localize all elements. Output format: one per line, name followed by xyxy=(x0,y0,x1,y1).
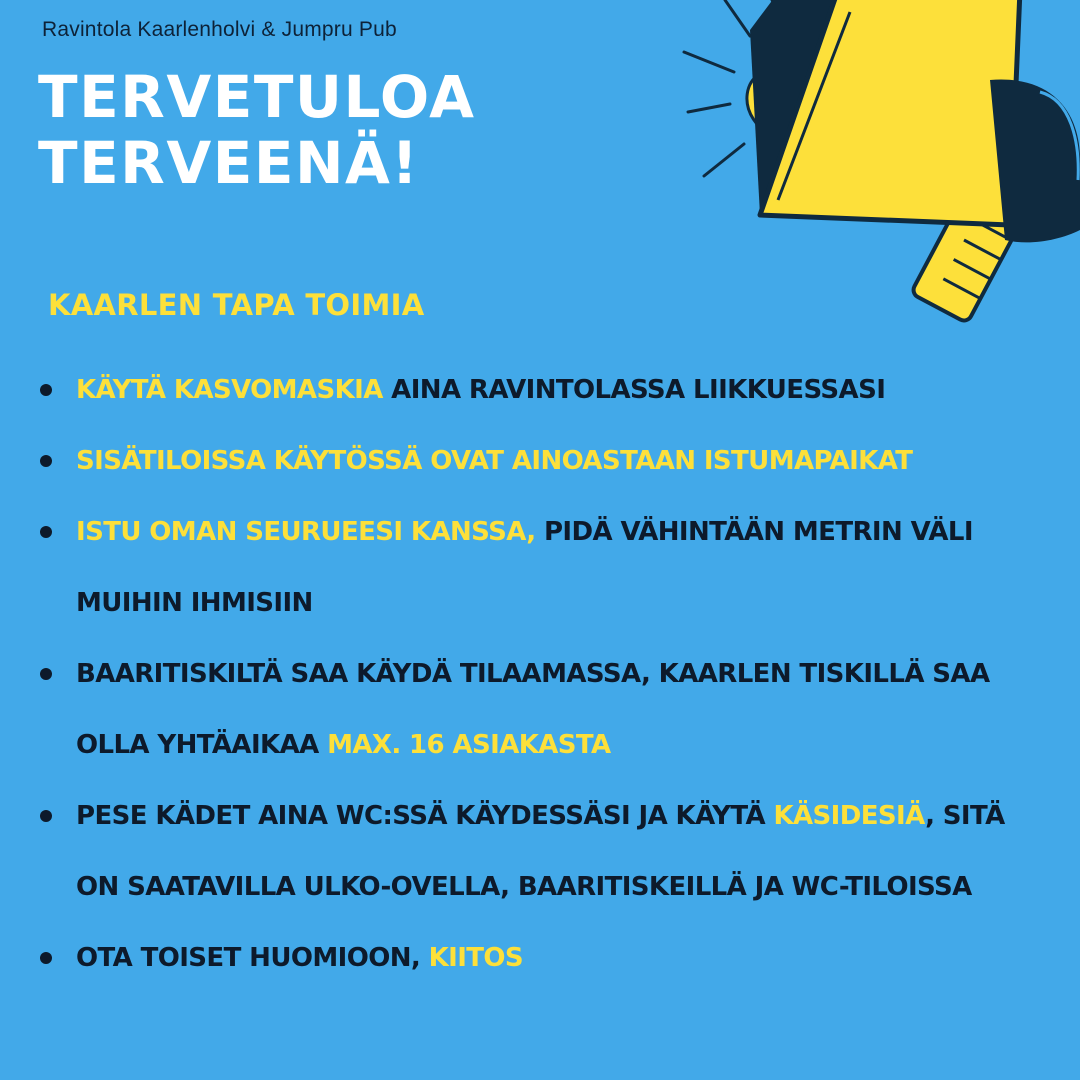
rule-text: BAARITISKILTÄ SAA KÄYDÄ TILAAMASSA, KAARLEN TISKILLÄ SAA OLLA YHTÄAIKAA xyxy=(76,659,990,760)
rule-highlight: KÄYTÄ KASVOMASKIA xyxy=(76,375,383,405)
bullet-icon xyxy=(40,810,52,822)
bullet-icon xyxy=(40,952,52,964)
headline-line-1: TERVETULOA xyxy=(38,63,476,131)
venue-name: Ravintola Kaarlenholvi & Jumpru Pub xyxy=(42,18,397,41)
rule-item xyxy=(40,426,1040,497)
headline xyxy=(38,64,658,196)
rule-text: PESE KÄDET AINA WC:SSÄ KÄYDESSÄSI JA KÄYTÄ xyxy=(76,801,774,831)
rule-text: AINA RAVINTOLASSA LIIKKUESSASI xyxy=(382,375,886,405)
rule-item xyxy=(40,781,1040,923)
bullet-icon xyxy=(40,668,52,680)
headline-line-2: TERVEENÄ! xyxy=(38,129,420,197)
bullet-icon xyxy=(40,384,52,396)
rule-highlight: KÄSIDESIÄ xyxy=(773,801,926,831)
rule-highlight: MAX. 16 ASIAKASTA xyxy=(327,730,611,760)
rule-item xyxy=(40,639,1040,781)
section-title: KAARLEN TAPA TOIMIA xyxy=(48,288,425,322)
rule-item xyxy=(40,497,1040,639)
rule-highlight: KIITOS xyxy=(428,943,524,973)
rule-text: PIDÄ VÄHINTÄÄN METRIN VÄLI MUIHIN IHMISIIN xyxy=(76,517,973,618)
bullet-icon xyxy=(40,526,52,538)
rules-list xyxy=(40,355,1040,994)
rule-text: OTA TOISET HUOMIOON, xyxy=(76,943,429,973)
rule-highlight: SISÄTILOISSA KÄYTÖSSÄ OVAT AINOASTAAN ISTUMAPAIKAT xyxy=(76,446,913,476)
bullet-icon xyxy=(40,455,52,467)
rule-text-continued: , SITÄ ON SAATAVILLA ULKO-OVELLA, BAARITISKEILLÄ JA WC-TILOISSA xyxy=(76,801,1005,902)
rule-highlight: ISTU OMAN SEURUEESI KANSSA, xyxy=(76,517,536,547)
rule-item xyxy=(40,355,1040,426)
rule-item xyxy=(40,923,1040,994)
megaphone-icon xyxy=(660,0,1080,340)
